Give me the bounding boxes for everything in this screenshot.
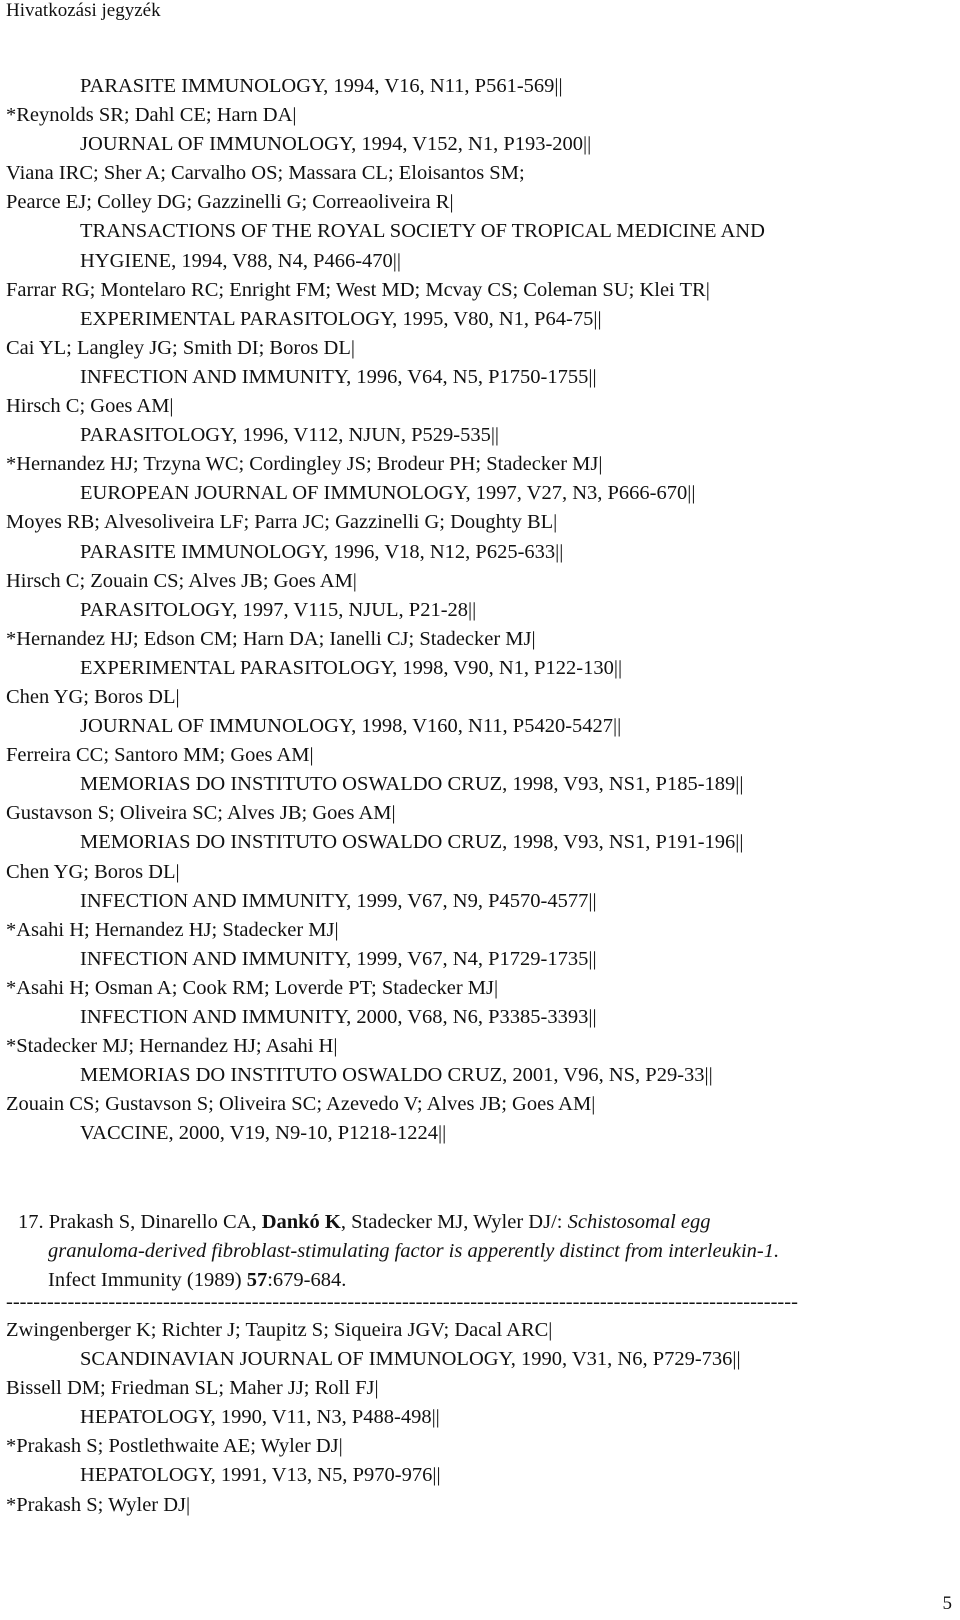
- reference-source-line: EUROPEAN JOURNAL OF IMMUNOLOGY, 1997, V27, N3, P666-670||: [80, 482, 696, 505]
- reference-author-line: Ferreira CC; Santoro MM; Goes AM|: [6, 744, 314, 767]
- reference-source-line: INFECTION AND IMMUNITY, 1999, V67, N4, P1729-1735||: [80, 947, 597, 970]
- reference-author-line: Bissell DM; Friedman SL; Maher JJ; Roll FJ|: [6, 1377, 379, 1400]
- entry-line-1: [18, 1208, 958, 1237]
- reference-source-line: HYGIENE, 1994, V88, N4, P466-470||: [80, 249, 402, 272]
- reference-author-line: Viana IRC; Sher A; Carvalho OS; Massara CL; Eloisantos SM;: [6, 162, 525, 185]
- page-header: Hivatkozási jegyzék: [6, 0, 161, 21]
- reference-source-line: INFECTION AND IMMUNITY, 1996, V64, N5, P1750-1755||: [80, 365, 597, 388]
- reference-author-line: *Asahi H; Hernandez HJ; Stadecker MJ|: [6, 918, 339, 941]
- reference-author-line: Farrar RG; Montelaro RC; Enright FM; West MD; Mcvay CS; Coleman SU; Klei TR|: [6, 278, 710, 301]
- reference-author-line: Zwingenberger K; Richter J; Taupitz S; Siqueira JGV; Dacal ARC|: [6, 1319, 553, 1341]
- reference-source-line: VACCINE, 2000, V19, N9-10, P1218-1224||: [80, 1122, 447, 1145]
- reference-author-line: Hirsch C; Zouain CS; Alves JB; Goes AM|: [6, 569, 357, 592]
- reference-source-line: PARASITOLOGY, 1996, V112, NJUN, P529-535||: [80, 424, 500, 447]
- entry-authors-before: Prakash S, Dinarello CA,: [48, 1211, 262, 1233]
- reference-list-bottom: [6, 1316, 956, 1520]
- reference-source-line: PARASITOLOGY, 1997, V115, NJUL, P21-28||: [80, 598, 477, 621]
- entry-title-part-1: Schistosomal egg: [567, 1211, 711, 1233]
- reference-source-line: PARASITE IMMUNOLOGY, 1996, V18, N12, P625-633||: [80, 540, 564, 563]
- reference-author-line: Cai YL; Langley JG; Smith DI; Boros DL|: [6, 336, 355, 359]
- entry-author-bold: Dankó K: [261, 1211, 341, 1233]
- reference-author-line: *Hernandez HJ; Edson CM; Harn DA; Ianelli CJ; Stadecker MJ|: [6, 627, 536, 650]
- entry-line-2: [18, 1237, 958, 1266]
- entry-pages: :679-684.: [267, 1269, 347, 1292]
- reference-source-line: EXPERIMENTAL PARASITOLOGY, 1995, V80, N1, P64-75||: [80, 307, 602, 330]
- reference-author-line: *Stadecker MJ; Hernandez HJ; Asahi H|: [6, 1035, 338, 1058]
- entry-title-part-2: granuloma-derived fibroblast-stimulating factor is apperently distinct from interleukin-1.: [48, 1240, 780, 1263]
- reference-author-line: *Prakash S; Postlethwaite AE; Wyler DJ|: [6, 1435, 343, 1458]
- reference-source-line: SCANDINAVIAN JOURNAL OF IMMUNOLOGY, 1990, V31, N6, P729-736||: [80, 1348, 741, 1371]
- reference-entry-17: [18, 1208, 958, 1296]
- reference-list-top: [6, 72, 956, 1148]
- reference-author-line: Hirsch C; Goes AM|: [6, 395, 174, 418]
- reference-source-line: PARASITE IMMUNOLOGY, 1994, V16, N11, P561-569||: [80, 75, 563, 97]
- reference-source-line: JOURNAL OF IMMUNOLOGY, 1998, V160, N11, P5420-5427||: [80, 715, 622, 738]
- entry-journal: Infect Immunity (1989): [48, 1269, 247, 1292]
- reference-author-line: *Asahi H; Osman A; Cook RM; Loverde PT; Stadecker MJ|: [6, 976, 499, 999]
- reference-source-line: TRANSACTIONS OF THE ROYAL SOCIETY OF TROPICAL MEDICINE AND: [80, 220, 765, 243]
- entry-authors-after: , Stadecker MJ, Wyler DJ/:: [340, 1211, 568, 1233]
- entry-authors: [49, 1211, 568, 1233]
- reference-author-line: Zouain CS; Gustavson S; Oliveira SC; Azevedo V; Alves JB; Goes AM|: [6, 1093, 596, 1116]
- reference-source-line: INFECTION AND IMMUNITY, 2000, V68, N6, P3385-3393||: [80, 1006, 597, 1028]
- reference-source-line: MEMORIAS DO INSTITUTO OSWALDO CRUZ, 1998, V93, NS1, P191-196||: [80, 831, 744, 854]
- reference-source-line: HEPATOLOGY, 1990, V11, N3, P488-498||: [80, 1406, 440, 1429]
- reference-author-line: Pearce EJ; Colley DG; Gazzinelli G; Correaoliveira R|: [6, 191, 454, 214]
- reference-source-line: HEPATOLOGY, 1991, V13, N5, P970-976||: [80, 1464, 441, 1487]
- reference-author-line: Chen YG; Boros DL|: [6, 685, 180, 708]
- reference-author-line: *Prakash S; Wyler DJ|: [6, 1493, 191, 1516]
- reference-author-line: *Reynolds SR; Dahl CE; Harn DA|: [6, 104, 297, 127]
- reference-author-line: Moyes RB; Alvesoliveira LF; Parra JC; Gazzinelli G; Doughty BL|: [6, 511, 558, 534]
- reference-source-line: EXPERIMENTAL PARASITOLOGY, 1998, V90, N1, P122-130||: [80, 656, 623, 679]
- page-number: 5: [942, 1593, 952, 1614]
- entry-number: 17.: [18, 1211, 44, 1233]
- reference-source-line: INFECTION AND IMMUNITY, 1999, V67, N9, P4570-4577||: [80, 889, 597, 912]
- reference-author-line: Chen YG; Boros DL|: [6, 860, 180, 883]
- dashed-divider: --------------------------------------------------------------------------------------------------------------------: [6, 1292, 798, 1312]
- reference-author-line: *Hernandez HJ; Trzyna WC; Cordingley JS; Brodeur PH; Stadecker MJ|: [6, 453, 603, 476]
- reference-source-line: MEMORIAS DO INSTITUTO OSWALDO CRUZ, 2001, V96, NS, P29-33||: [80, 1064, 713, 1087]
- reference-source-line: JOURNAL OF IMMUNOLOGY, 1994, V152, N1, P193-200||: [80, 133, 592, 156]
- reference-source-line: MEMORIAS DO INSTITUTO OSWALDO CRUZ, 1998, V93, NS1, P185-189||: [80, 773, 744, 796]
- entry-volume: 57: [246, 1269, 268, 1292]
- reference-author-line: Gustavson S; Oliveira SC; Alves JB; Goes AM|: [6, 802, 396, 825]
